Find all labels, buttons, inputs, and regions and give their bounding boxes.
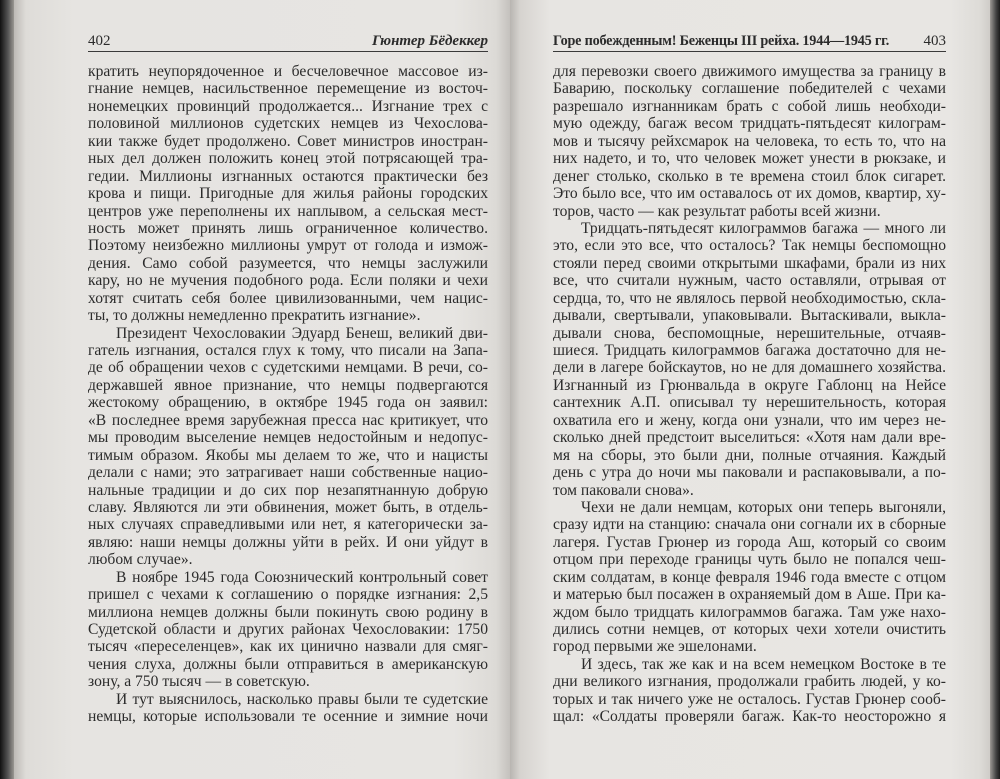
text-line: любом случае».	[88, 551, 193, 569]
text-line: зону, а 750 тысяч — в советскую.	[88, 673, 310, 691]
text-line: являю: наши немцы должны уйти в рейх. И они уйдут в	[88, 533, 488, 551]
text-line: том паковали снова».	[553, 481, 694, 499]
book-edge-left	[0, 0, 14, 779]
text-line: кии также будет продолжено. Совет министров иностран-	[88, 132, 488, 150]
page-number-right: 403	[923, 33, 946, 49]
text-line: центров уже переполнены их наплывом, а сельская мест-	[88, 202, 488, 220]
text-line: пришел с чехами к соглашению о порядке изгнания: 2,5	[88, 586, 488, 604]
text-line: сколько дней предстоит выселиться: «Хотя нам дали вре-	[553, 429, 946, 447]
text-line: лагеря. Густав Грюнер из города Аш, который со своим	[553, 533, 946, 551]
text-line: Чехи не дали немцам, которых они теперь выгоняли,	[581, 498, 946, 516]
text-line: жестокому обращению, в октябре 1945 года он заявил:	[88, 394, 488, 412]
text-line: ность может принять лишь ограниченное количество.	[88, 219, 488, 237]
left-page	[14, 0, 510, 779]
text-line: хотят считать себя более цивилизованными, чем нацис-	[88, 289, 488, 307]
text-line: разрешало изгнанникам брать с собой лишь необходи-	[553, 97, 946, 115]
text-line: торов, часто — как результат работы всей жизни.	[553, 202, 881, 220]
right-page-body	[553, 63, 946, 726]
text-line: половиной миллионов судетских немцев из Чехослова-	[88, 115, 488, 133]
page-number-left: 402	[88, 33, 111, 49]
text-line: державшей явное признание, что немцы подвергаются	[88, 376, 488, 394]
running-head-title: Горе побежденным! Беженцы III рейха. 1944—1945 гг.	[553, 33, 890, 49]
text-line: все, что считали нужным, часто оставляли, отрывая от	[553, 272, 946, 290]
text-line: немцы, которые использовали те осенние и зимние ночи	[88, 708, 488, 726]
text-line: город первыми же эшелонами.	[553, 638, 757, 656]
text-line: сердца, то, что не являлось первой необходимостью, скла-	[553, 289, 946, 307]
text-line: стояли перед своими открытыми шкафами, брали из них	[553, 254, 946, 272]
text-line: «В последнее время зарубежная пресса нас критикует, что	[88, 411, 488, 429]
text-line: чения слуха, должны были отправиться в американскую	[88, 655, 488, 673]
text-line: это, если это все, что осталось? Так немцы беспомощно	[553, 237, 946, 255]
text-line: тысяч «переселенцев», как их цинично назвали для смяг-	[88, 638, 488, 656]
text-line: Баварию, поскольку соглашение победителей с чехами	[553, 80, 946, 98]
text-line: для перевозки своего движимого имущества за границу в	[553, 63, 946, 80]
right-page-header	[553, 31, 946, 52]
text-line: славу. Являются ли эти обвинения, может быть, в отдель-	[88, 498, 488, 516]
running-head-author: Гюнтер Бёдеккер	[372, 33, 488, 49]
text-line: крова и пищи. Пригодные для жилья районы городских	[88, 185, 488, 203]
text-line: мы проводим выселение немцев недостойным и недопус-	[88, 429, 488, 447]
text-line: дились сотни немцев, от которых чехи хотели очистить	[553, 621, 946, 638]
text-line: Судетской области и других районах Чехословакии: 1750	[88, 621, 488, 638]
text-line: ных дел должен положить конец этой потрясающей тра-	[88, 150, 488, 168]
text-line: дывали снова, беспомощные, нерешительные, отчаяв-	[553, 324, 946, 342]
text-line: дели в лагере бойскаутов, но не для домашнего хозяйства.	[553, 359, 946, 377]
text-line: гатель изгнания, остался глух к тому, что писали на Запа-	[88, 342, 488, 359]
text-line: нальные традиции и до сих пор незапятнанную добрую	[88, 481, 488, 499]
text-line: ждом было тридцать килограммов багажа. Там уже нахо-	[553, 603, 946, 621]
left-page-body	[88, 63, 488, 726]
text-line: В ноябре 1945 года Союзнический контрольный совет	[116, 568, 488, 586]
text-line: них надето, и то, что человек может унести в рюкзаке, и	[553, 150, 946, 168]
text-line: делали с нами; это затрагивает наши собственные нацио-	[88, 464, 488, 482]
text-line: кратить неупорядоченное и бесчеловечное массовое из-	[88, 63, 488, 80]
text-line: гнание немцев, насильственное перемещение из восточ-	[88, 80, 488, 98]
text-line: охватила его и жену, когда они узнали, что им через не-	[553, 411, 946, 429]
text-line: шиеся. Тридцать килограммов багажа достаточно для не-	[553, 342, 946, 359]
text-line: мя на сборы, это были дни, полные отчаяния. Каждый	[553, 446, 946, 464]
text-line: ским солдатам, в конце февраля 1946 года вместе с отцом	[553, 568, 946, 586]
text-line: мую одежду, багаж весом тридцать-пятьдесят килограм-	[553, 115, 946, 133]
right-page	[510, 0, 990, 779]
text-line: дения. Само собой разумеется, что немцы заслужили	[88, 254, 488, 272]
text-line: Президент Чехословакии Эдуард Бенеш, великий дви-	[116, 324, 488, 342]
text-line: Тридцать-пятьдесят килограммов багажа — много ли	[581, 219, 946, 237]
text-line: щал: «Солдаты проверяли багаж. Как-то неосторожно я	[553, 708, 946, 726]
text-line: кару, но не мучения подобного рода. Если поляки и чехи	[88, 272, 488, 290]
text-line: де об обращении чехов с судетскими немцами. В речи, со-	[88, 359, 488, 377]
text-line: дывали, свертывали, упаковывали. Вытаскивали, выкла-	[553, 307, 946, 325]
text-line: И здесь, так же как и на всем немецком Востоке в те	[581, 655, 946, 673]
text-line: сразу идти на станцию: сначала они согнали их в сборные	[553, 516, 946, 534]
text-line: миллиона немцев должны были покинуть свою родину в	[88, 603, 488, 621]
text-line: отцом при переходе границы чуть было не попался чеш-	[553, 551, 946, 569]
text-line: день с утра до ночи мы паковали и распаковывали, а по-	[553, 464, 946, 482]
text-line: ных случаях справедливыми или нет, я категорически за-	[88, 516, 488, 534]
text-line: Изгнанный из Грюнвальда в округе Габлонц на Нейсе	[553, 376, 946, 394]
text-line: денег столько, сколько в те времена стоил блок сигарет.	[553, 167, 946, 185]
text-line: И тут выяснилось, насколько правы были те судетские	[116, 690, 488, 708]
text-line: и матерью был посажен в охраняемый дом в Аше. При ка-	[553, 586, 946, 604]
text-line: нонемецких провинций продолжается... Изгнание трех с	[88, 97, 488, 115]
text-line: мов и тысячу рейхсмарок на человека, то есть то, что на	[553, 132, 946, 150]
text-line: ты, то должны немедленно прекратить изгнание».	[88, 307, 421, 325]
text-line: сантехник А.П. описывал ту нерешительность, которая	[553, 394, 946, 412]
text-line: гедии. Миллионы изгнанных остаются практически без	[88, 167, 488, 185]
text-line: Поэтому неизбежно миллионы умрут от голода и измож-	[88, 237, 488, 255]
left-page-header	[88, 31, 488, 52]
book-edge-right	[990, 0, 1000, 779]
text-line: Это было все, что им оставалось от их домов, квартир, ху-	[553, 185, 946, 203]
text-line: тимым образом. Якобы мы делаем то же, что и нацисты	[88, 446, 488, 464]
text-line: дни великого изгнания, продолжали грабить людей, у ко-	[553, 673, 946, 691]
text-line: торых и так ничего уже не осталось. Густав Грюнер сооб-	[553, 690, 946, 708]
